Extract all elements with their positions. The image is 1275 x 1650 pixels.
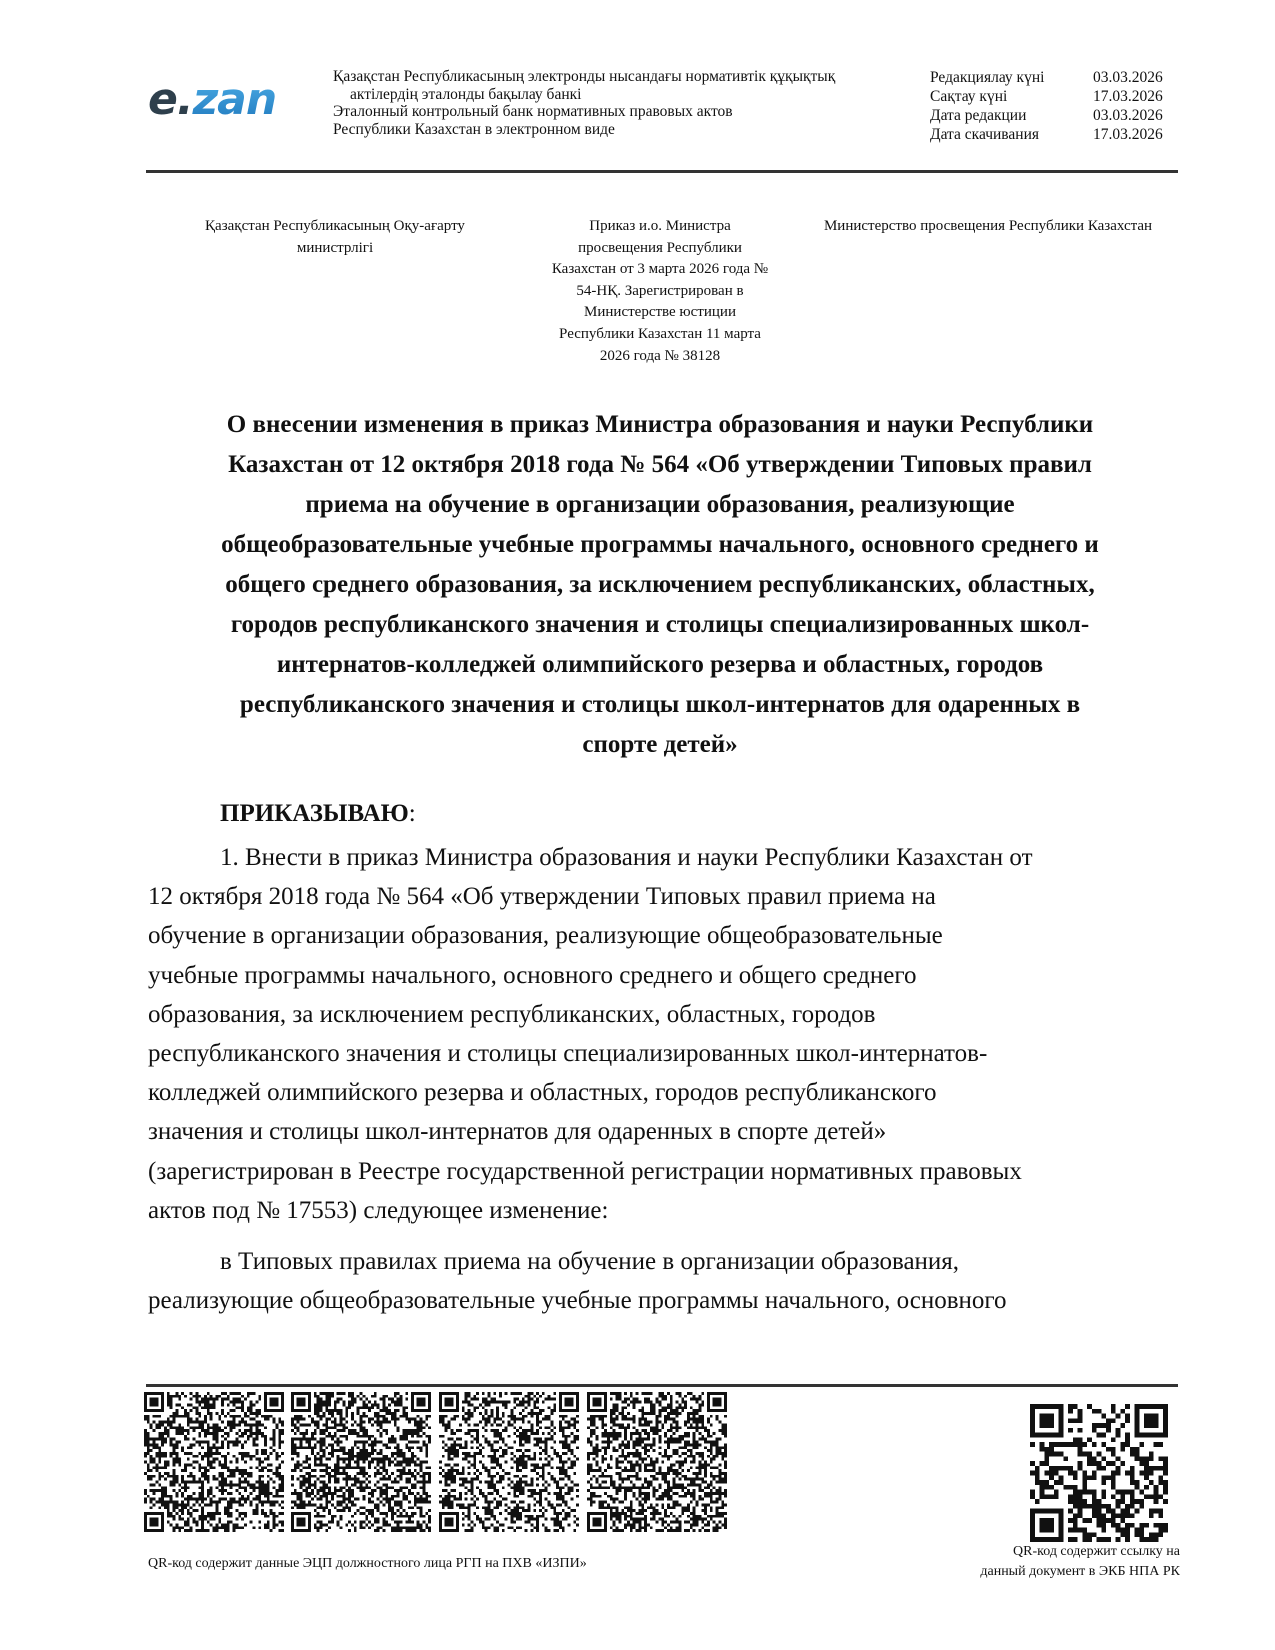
link-qr-caption-line: QR-код содержит ссылку на [1013,1544,1180,1559]
header-divider [146,170,1178,173]
paragraph-2 [148,1242,1188,1320]
edit-date-ru-row [930,106,1170,125]
qr-modules [439,1392,579,1532]
qr-modules [587,1392,727,1532]
document-dates [930,68,1170,144]
bank-line: актілердің эталонды бақылау банкі [350,85,582,103]
ministry-ru: Министерство просвещения Республики Казахстан [823,218,1153,234]
title-line: спорте детей» [582,731,738,758]
signature-qr-code-4 [587,1392,727,1532]
meta-value: 03.03.2026 [1093,69,1163,86]
title-line: городов республиканского значения и столицы специализированных школ- [230,611,1090,638]
link-qr-caption [930,1542,1180,1582]
download-date-ru-row [930,125,1170,144]
footer-divider [146,1384,1178,1387]
signature-qr-code-3 [439,1392,579,1532]
para2-line: в Типовых правилах приема на обучение в организации образования, [220,1248,960,1275]
bank-line: Республики Казахстан в электронном виде [333,120,615,138]
para1-line: республиканского значения и столицы специализированных школ-интернатов- [148,1040,988,1068]
qr-modules [1030,1404,1168,1542]
order-ref-line: 54-НҚ. Зарегистрирован в [576,282,744,299]
para1-line: значения и столицы школ-интернатов для одаренных в спорте детей» [148,1118,887,1146]
title-line: приема на обучение в организации образования, реализующие [305,491,1015,518]
order-word: ПРИКАЗЫВАЮ [220,800,409,827]
signature-qr-code-1 [144,1392,284,1532]
para1-line: обучение в организации образования, реализующие общеобразовательные [148,922,943,950]
link-qr-caption-line: данный документ в ЭКБ НПА РК [980,1564,1180,1579]
para1-line: образования, за исключением республиканских, областных, городов [148,1000,876,1028]
title-line: общеобразовательные учебные программы начального, основного среднего и [221,531,1099,558]
title-line: республиканского значения и столицы школ-интернатов для одаренных в [239,691,1081,718]
save-date-kz-row [930,87,1170,106]
order-reference [537,216,783,367]
ministry-kz-line: Қазақстан Республикасының Оқу-ағарту [205,218,465,234]
para1-line: 12 октября 2018 года № 564 «Об утверждении Типовых правил приема на [148,883,936,911]
title-line: О внесении изменения в приказ Министра образования и науки Республики [226,411,1094,438]
document-title [140,405,1180,765]
para1-line: (зарегистрирован в Реестре государственной регистрации нормативных правовых [148,1157,1022,1185]
order-heading [220,800,416,828]
order-ref-line: Приказ и.о. Министра [589,218,731,234]
qr-modules [291,1392,431,1532]
order-ref-line: Казахстан от 3 марта 2026 года № [551,261,769,278]
meta-label: Сақтау күні [930,88,1008,105]
para1-line: 1. Внести в приказ Министра образования и науки Республики Казахстан от [220,844,1033,871]
logo-text: e.zan [148,74,277,125]
meta-value: 03.03.2026 [1093,107,1163,124]
para2-line: реализующие общеобразовательные учебные программы начального, основного [148,1287,1007,1315]
ezan-logo [148,74,298,126]
ministry-kz-line: министрлігі [296,239,374,256]
title-line: общего среднего образования, за исключением республиканских, областных, [225,571,1095,598]
reference-bank-title [333,68,893,138]
paragraph-1 [148,838,1188,1230]
meta-label: Дата скачивания [930,126,1040,143]
document-link-qr-code [1030,1404,1168,1542]
order-punct: : [408,800,416,827]
meta-value: 17.03.2026 [1093,88,1163,105]
order-ref-line: Республики Казахстан 11 марта [559,325,761,342]
meta-value: 17.03.2026 [1093,126,1163,143]
signature-qr-caption: QR-код содержит данные ЭЦП должностного лица РГП на ПХВ «ИЗПИ» [148,1556,587,1571]
para1-line: актов под № 17553) следующее изменение: [148,1196,609,1224]
qr-modules [144,1392,284,1532]
para1-line: учебные программы начального, основного среднего и общего среднего [148,961,917,989]
order-ref-line: 2026 года № 38128 [599,347,721,364]
order-ref-line: Министерстве юстиции [584,304,736,321]
meta-label: Дата редакции [930,107,1027,124]
title-line: интернатов-колледжей олимпийского резерва и областных, городов [276,651,1044,678]
ministry-kz [185,216,485,259]
order-ref-line: просвещения Республики [578,239,742,256]
bank-line: Қазақстан Республикасының электронды нысандағы нормативтік құқықтық [333,68,836,85]
title-line: Казахстан от 12 октября 2018 года № 564 «Об утверждении Типовых правил [228,451,1092,478]
para1-line: колледжей олимпийского резерва и областных, городов республиканского [148,1079,937,1107]
signature-qr-code-2 [291,1392,431,1532]
bank-line: Эталонный контрольный банк нормативных правовых актов [333,103,733,120]
meta-label: Редакциялау күні [930,69,1045,86]
edit-date-kz-row [930,68,1170,87]
